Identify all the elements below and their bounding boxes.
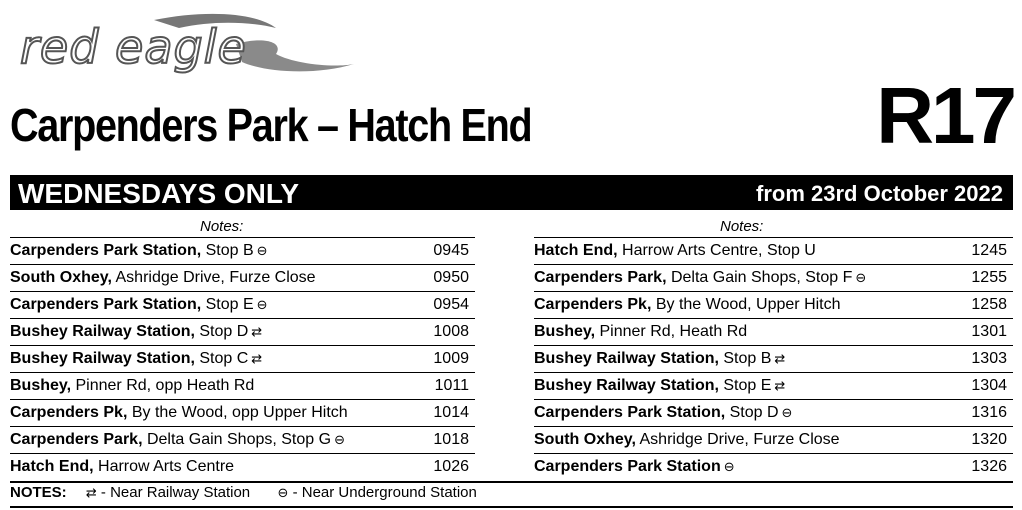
stop-name — [534, 427, 840, 453]
service-banner — [10, 175, 1013, 210]
railway-icon: ⇄ — [774, 351, 786, 366]
stop-location: Carpenders Park, — [534, 269, 667, 286]
stop-name — [534, 292, 841, 318]
stop-location: Hatch End, — [534, 242, 618, 259]
stop-location: Carpenders Park, — [10, 431, 143, 448]
logo-wordmark: red eagle — [20, 20, 247, 74]
underground-icon: ⊖ — [855, 270, 867, 285]
stop-location: Bushey Railway Station, — [534, 377, 719, 394]
table-row — [534, 319, 1013, 346]
stop-detail: Harrow Arts Centre — [93, 458, 235, 475]
notes-label: Notes: — [534, 216, 1013, 238]
stop-location: Carpenders Park Station, — [534, 404, 726, 421]
departure-time: 1009 — [433, 350, 469, 367]
stop-detail: Stop B — [718, 350, 772, 367]
table-row — [534, 346, 1013, 373]
stop-name — [10, 292, 268, 318]
timetable-return — [534, 216, 1013, 480]
table-row — [10, 292, 475, 319]
table-row — [534, 427, 1013, 454]
departure-time: 0954 — [433, 296, 469, 313]
stop-detail: Stop D — [725, 404, 779, 421]
stop-detail: Delta Gain Shops, Stop F — [666, 269, 853, 286]
stop-name — [10, 265, 316, 291]
stop-detail: Stop C — [194, 350, 249, 367]
notes-label: Notes: — [10, 216, 475, 238]
underground-icon: ⊖ — [334, 432, 345, 447]
stop-location: Bushey Railway Station, — [534, 350, 719, 367]
stop-detail: Pinner Rd, Heath Rd — [595, 323, 748, 340]
departure-time: 1018 — [433, 431, 469, 448]
stop-name — [534, 238, 816, 264]
footnote — [10, 484, 477, 501]
railway-icon: ⇄ — [251, 351, 263, 366]
railway-icon: ⇄ — [85, 485, 97, 500]
railway-icon: ⇄ — [774, 378, 786, 393]
stop-name — [534, 454, 735, 480]
departure-time: 1320 — [971, 431, 1007, 448]
stop-location: Carpenders Park Station, — [10, 296, 202, 313]
stop-name — [10, 373, 254, 399]
table-row — [10, 427, 475, 454]
underground-icon: ⊖ — [277, 485, 289, 500]
departure-time: 1316 — [971, 404, 1007, 421]
stop-location: Hatch End, — [10, 458, 94, 475]
stop-location: Bushey, — [10, 377, 72, 394]
table-row — [534, 265, 1013, 292]
underground-icon: ⊖ — [256, 243, 268, 258]
stop-detail: Ashridge Drive, Furze Close — [111, 269, 316, 286]
red-eagle-logo — [14, 6, 364, 84]
table-row — [534, 454, 1013, 480]
stop-detail: Stop E — [718, 377, 772, 394]
departure-time: 1014 — [433, 404, 469, 421]
departure-time: 0950 — [433, 269, 469, 286]
departure-time: 1303 — [971, 350, 1007, 367]
departure-time: 1255 — [971, 269, 1007, 286]
table-row — [534, 292, 1013, 319]
table-row — [10, 319, 475, 346]
stop-name — [10, 400, 348, 426]
stop-detail: Stop D — [194, 323, 249, 340]
stop-location: Bushey, — [534, 323, 596, 340]
stop-name — [534, 346, 785, 372]
stop-location: South Oxhey, — [10, 269, 112, 286]
timetable-outbound — [10, 216, 475, 480]
stop-name — [10, 427, 345, 453]
departure-time: 1301 — [971, 323, 1007, 340]
stop-name — [534, 373, 785, 399]
departure-time: 1008 — [433, 323, 469, 340]
table-row — [10, 373, 475, 400]
stop-detail: Delta Gain Shops, Stop G — [142, 431, 332, 448]
stop-detail: By the Wood, opp Upper Hitch — [127, 404, 348, 421]
stop-name — [534, 265, 866, 291]
service-days: WEDNESDAYS ONLY — [18, 178, 300, 209]
departure-time: 1026 — [433, 458, 469, 475]
railway-legend: - Near Railway Station — [96, 484, 251, 501]
footnote-divider — [10, 481, 1013, 483]
stop-location: Carpenders Pk, — [10, 404, 128, 421]
route-number: R17 — [876, 71, 1014, 160]
bottom-rule — [10, 506, 1013, 508]
stop-detail: Stop B — [201, 242, 254, 259]
underground-icon: ⊖ — [256, 297, 268, 312]
stop-location: Bushey Railway Station, — [10, 323, 195, 340]
stop-name — [534, 400, 792, 426]
table-row — [10, 400, 475, 427]
stop-detail: Harrow Arts Centre, Stop U — [617, 242, 816, 259]
stop-detail: Pinner Rd, opp Heath Rd — [71, 377, 255, 394]
effective-date: from 23rd October 2022 — [756, 181, 1003, 206]
underground-icon: ⊖ — [781, 405, 793, 420]
stop-detail: By the Wood, Upper Hitch — [651, 296, 841, 313]
table-row — [534, 373, 1013, 400]
underground-icon: ⊖ — [723, 459, 735, 474]
stop-name — [10, 319, 262, 345]
table-row — [534, 238, 1013, 265]
departure-time: 1011 — [434, 377, 469, 394]
departure-time: 0945 — [433, 242, 469, 259]
route-title: Carpenders Park – Hatch End — [10, 99, 532, 151]
departure-time: 1304 — [971, 377, 1007, 394]
stop-detail: Stop E — [201, 296, 254, 313]
footnote-label: NOTES: — [10, 484, 67, 501]
stop-name — [10, 238, 268, 264]
departure-time: 1326 — [971, 458, 1007, 475]
stop-location: Carpenders Park Station — [534, 458, 721, 475]
stop-location: South Oxhey, — [534, 431, 636, 448]
table-row — [10, 238, 475, 265]
stop-detail: Ashridge Drive, Furze Close — [635, 431, 840, 448]
stop-location: Bushey Railway Station, — [10, 350, 195, 367]
stop-location: Carpenders Pk, — [534, 296, 652, 313]
stop-name — [534, 319, 747, 345]
departure-time: 1245 — [971, 242, 1007, 259]
table-row — [10, 265, 475, 292]
table-row — [534, 400, 1013, 427]
stop-location: Carpenders Park Station, — [10, 242, 202, 259]
underground-legend: - Near Underground Station — [288, 484, 477, 501]
departure-time: 1258 — [971, 296, 1007, 313]
table-row — [10, 454, 475, 480]
table-row — [10, 346, 475, 373]
stop-name — [10, 454, 234, 480]
stop-name — [10, 346, 262, 372]
railway-icon: ⇄ — [251, 324, 263, 339]
